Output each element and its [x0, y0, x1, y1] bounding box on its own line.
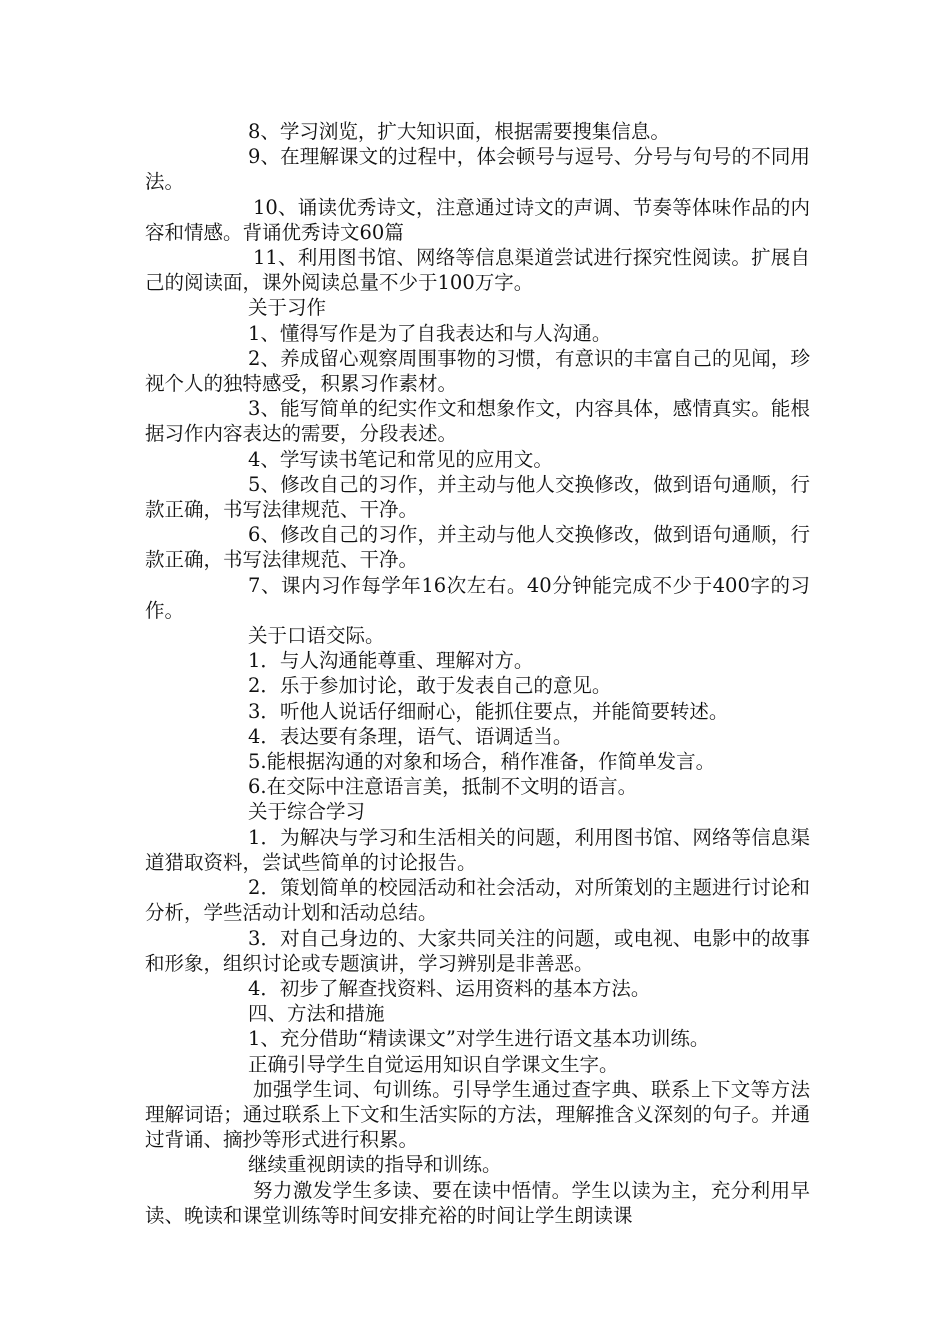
paragraph: 2．乐于参加讨论，敢于发表自己的意见。: [248, 674, 612, 698]
paragraph: 继续重视朗读的指导和训练。: [248, 1153, 502, 1177]
paragraph: 11、利用图书馆、网络等信息渠道尝试进行探究性阅读。扩展自己的阅读面，课外阅读总量不少于100万字。: [145, 246, 810, 295]
paragraph: 3．听他人说话仔细耐心，能抓住要点，并能简要转述。: [248, 699, 729, 723]
section-heading: 关于综合学习: [248, 800, 366, 824]
paragraph: 1、懂得写作是为了自我表达和与人沟通。: [248, 321, 612, 345]
paragraph: 1．为解决与学习和生活相关的问题，利用图书馆、网络等信息渠道猎取资料，尝试些简单的讨论报告。: [145, 825, 810, 874]
paragraph: 3．对自己身边的、大家共同关注的问题，或电视、电影中的故事和形象，组织讨论或专题演讲，学习辨别是非善恶。: [145, 926, 810, 975]
paragraph: 2．策划简单的校园活动和社会活动，对所策划的主题进行讨论和分析，学些活动计划和活动总结。: [145, 876, 810, 925]
paragraph: 4．表达要有条理，语气、语调适当。: [248, 724, 573, 748]
paragraph: 5.能根据沟通的对象和场合，稍作准备，作简单发言。: [248, 750, 716, 774]
section-heading: 关于习作: [248, 296, 327, 320]
paragraph: 加强学生词、句训练。引导学生通过查字典、联系上下文等方法理解词语；通过联系上下文和生活实际的方法，理解推含义深刻的句子。并通过背诵、摘抄等形式进行积累。: [145, 1077, 810, 1152]
paragraph: 5、修改自己的习作，并主动与他人交换修改，做到语句通顺，行款正确，书写法律规范、干净。: [145, 472, 810, 522]
paragraph: 4．初步了解查找资料、运用资料的基本方法。: [248, 976, 651, 1000]
paragraph: 努力激发学生多读、要在读中悟情。学生以读为主，充分利用早读、晚读和课堂训练等时间安排充裕的时间让学生朗读课: [145, 1178, 810, 1227]
paragraph: 4、学写读书笔记和常见的应用文。: [248, 447, 553, 471]
paragraph: 1、充分借助“精读课文”对学生进行语文基本功训练。: [248, 1027, 710, 1051]
document-page: [145, 119, 810, 1228]
paragraph: 7、课内习作每学年16次左右。40分钟能完成不少于400字的习作。: [145, 573, 810, 622]
paragraph: 6、修改自己的习作，并主动与他人交换修改，做到语句通顺，行款正确，书写法律规范、干净。: [145, 523, 810, 572]
paragraph: 1．与人沟通能尊重、理解对方。: [248, 649, 534, 673]
section-heading: 四、方法和措施: [248, 1002, 385, 1026]
paragraph: 3、能写简单的纪实作文和想象作文，内容具体，感情真实。能根据习作内容表达的需要，分段表述。: [145, 397, 810, 446]
paragraph: 正确引导学生自觉运用知识自学课文生字。: [248, 1052, 619, 1076]
paragraph: 2、养成留心观察周围事物的习惯，有意识的丰富自己的见闻，珍视个人的独特感受，积累习作素材。: [145, 346, 810, 396]
section-heading: 关于口语交际。: [248, 624, 385, 648]
paragraph: 9、在理解课文的过程中，体会顿号与逗号、分号与句号的不同用法。: [145, 145, 810, 194]
paragraph: 8、学习浏览，扩大知识面，根据需要搜集信息。: [248, 120, 670, 143]
paragraph: 10、诵读优秀诗文，注意通过诗文的声调、节奏等体味作品的内容和情感。背诵优秀诗文60篇: [145, 195, 810, 244]
paragraph: 6.在交际中注意语言美，抵制不文明的语言。: [248, 775, 638, 799]
